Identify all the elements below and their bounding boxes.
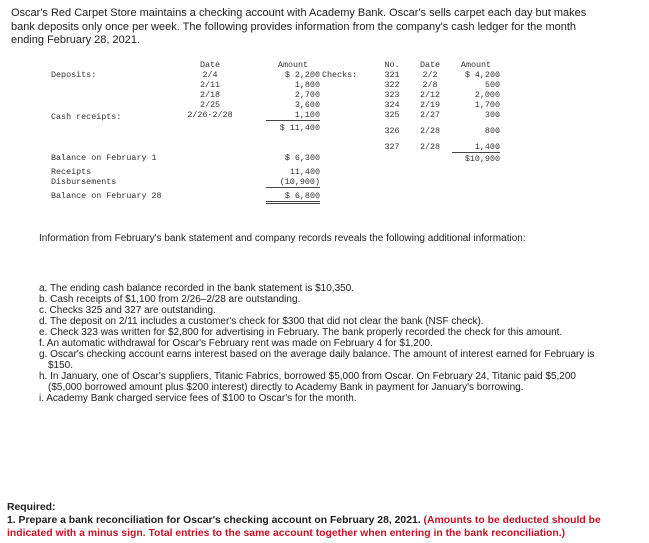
- deposit-amount-column: [266, 60, 320, 133]
- cash-receipts-label: Cash receipts:: [51, 112, 122, 122]
- required-instruction: 1. Prepare a bank reconciliation for Oscar's checking account on February 28, 2021.: [7, 515, 421, 526]
- disbursements-label: Disbursements: [51, 177, 117, 187]
- required-note: (Amounts to be deducted should be indicated with a minus sign. Total entries to the same account together when entering in the bank reconciliation.): [7, 515, 601, 539]
- check-amount: 1,400: [452, 142, 500, 153]
- additional-info-intro: Information from February's bank statement and company records reveals the following additional information:: [39, 233, 526, 244]
- deposit-amount: $ 2,200: [284, 70, 320, 80]
- deposit-date: 2/4: [202, 70, 218, 80]
- balance-value: 11,400: [289, 167, 320, 177]
- check-number: 321: [384, 70, 400, 80]
- information-list: [39, 283, 599, 404]
- deposit-amount: 2,700: [294, 90, 320, 100]
- balance-value: $ 6,300: [284, 153, 320, 163]
- check-number: 322: [384, 80, 400, 90]
- list-item: c. Checks 325 and 327 are outstanding.: [39, 305, 216, 316]
- check-date: 2/2: [422, 70, 438, 80]
- check-amount-column: [452, 60, 500, 164]
- receipts-label: Receipts: [51, 167, 92, 177]
- deposit-amount: 3,600: [294, 100, 320, 110]
- balance-value-column: [266, 153, 320, 204]
- check-date: 2/12: [419, 90, 441, 100]
- deposits-label: Deposits:: [51, 70, 97, 80]
- deposit-amount: 1,100: [266, 110, 320, 121]
- check-number: 327: [384, 142, 400, 152]
- check-number-column: [380, 60, 404, 152]
- check-date-column: [415, 60, 445, 152]
- deposit-date: 2/25: [199, 100, 221, 110]
- check-date-header: Date: [419, 60, 441, 70]
- list-item: g. Oscar's checking account earns interest based on the average daily balance. The amount of interest earned for February is $150.: [39, 349, 595, 371]
- list-item: d. The deposit on 2/11 includes a customer's check for $300 that did not clear the bank (NSF check).: [39, 316, 484, 327]
- deposit-date: 2/11: [199, 80, 221, 90]
- deposit-date-column: [186, 60, 234, 120]
- check-date: 2/8: [422, 80, 438, 90]
- list-item: a. The ending cash balance recorded in the bank statement is $10,350.: [39, 283, 355, 294]
- list-item: i. Academy Bank charged service fees of $100 to Oscar's for the month.: [39, 393, 357, 404]
- balance-value: (10,900): [266, 177, 320, 188]
- required-heading: Required:: [7, 502, 56, 513]
- check-amount: $ 4,200: [464, 70, 500, 80]
- list-item: b. Cash receipts of $1,100 from 2/26–2/28 are outstanding.: [39, 294, 301, 305]
- amount-header: Amount: [277, 60, 309, 70]
- check-number: 323: [384, 90, 400, 100]
- check-amount: 2,000: [474, 90, 500, 100]
- balance-feb28-label: Balance on February 28: [51, 191, 162, 201]
- required-section: [7, 501, 647, 540]
- check-date: 2/27: [419, 110, 441, 120]
- check-no-header: No.: [384, 60, 400, 70]
- deposit-date: 2/26-2/28: [187, 110, 233, 120]
- check-date: 2/28: [419, 142, 441, 152]
- check-amount: 1,700: [474, 100, 500, 110]
- list-item: h. In January, one of Oscar's suppliers, Titanic Fabrics, borrowed $5,000 from Oscar. On February 24, Titanic paid $5,200 ($5,000 borrowed amount plus $200 interest) directly to Academy Bank in payment for January's borrowing.: [39, 371, 576, 393]
- check-amount-header: Amount: [460, 60, 492, 70]
- check-date: 2/28: [419, 126, 441, 136]
- balance-feb1-label: Balance on February 1: [51, 153, 157, 163]
- list-item: f. An automatic withdrawal for Oscar's February rent was made on February 4 for $1,200.: [39, 338, 433, 349]
- check-amount: 500: [484, 80, 500, 90]
- date-header: Date: [199, 60, 221, 70]
- deposit-amount: 1,800: [294, 80, 320, 90]
- check-amount: 300: [484, 110, 500, 120]
- deposit-total: $ 11,400: [279, 123, 320, 133]
- check-amount: 800: [484, 126, 500, 136]
- check-number: 326: [384, 126, 400, 136]
- checks-label: Checks:: [322, 70, 358, 80]
- balance-value: $ 6,800: [266, 191, 320, 204]
- check-total: $10,900: [464, 154, 500, 164]
- problem-intro: Oscar's Red Carpet Store maintains a checking account with Academy Bank. Oscar's sells carpet each day but makes bank deposits only once per week. The following provides information from the company's cash ledger for the month ending February 28, 2021.: [11, 7, 587, 46]
- check-date: 2/19: [419, 100, 441, 110]
- deposit-date: 2/18: [199, 90, 221, 100]
- check-number: 325: [384, 110, 400, 120]
- check-number: 324: [384, 100, 400, 110]
- list-item: e. Check 323 was written for $2,800 for advertising in February. The bank properly recorded the check for this amount.: [39, 327, 563, 338]
